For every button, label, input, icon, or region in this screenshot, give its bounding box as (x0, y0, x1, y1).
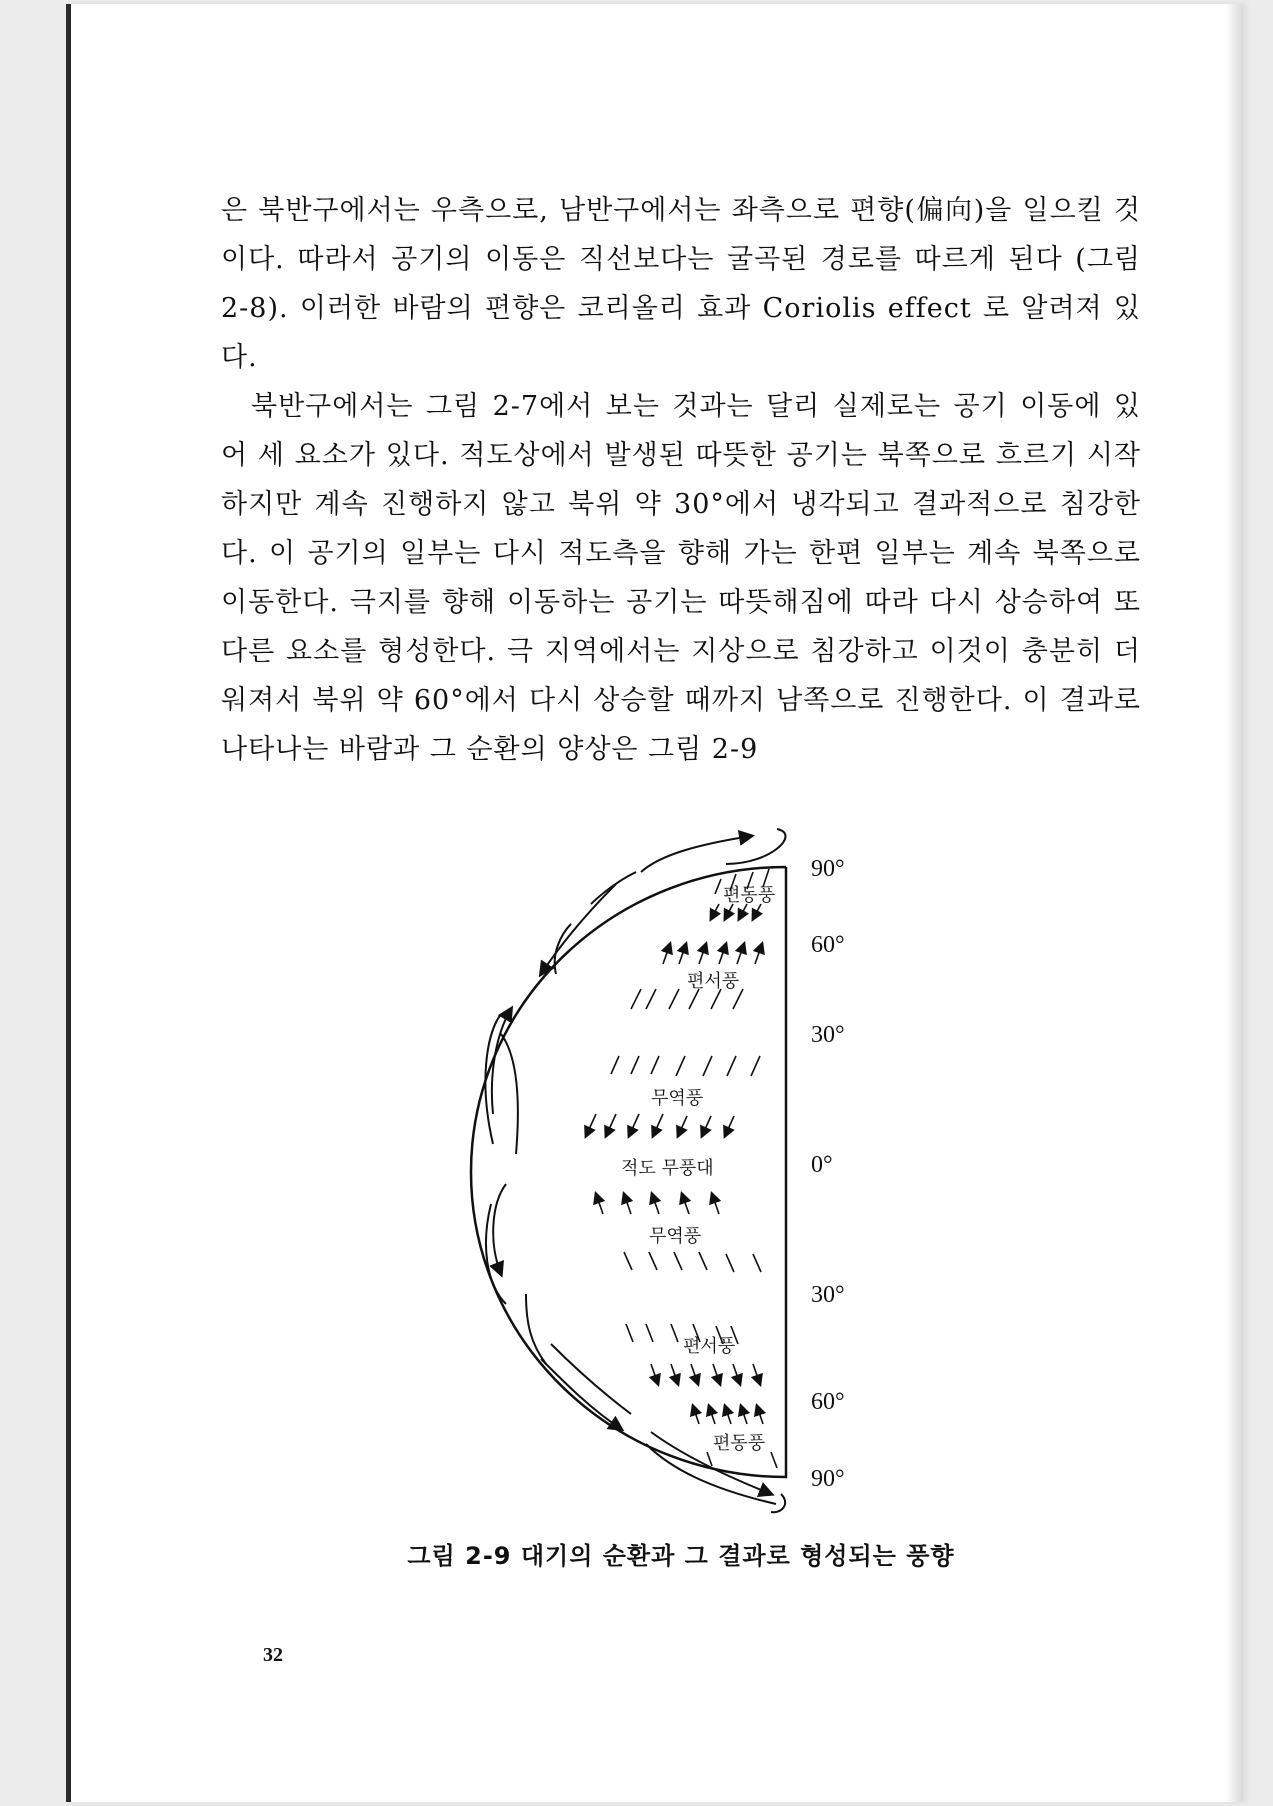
wind-circulation-diagram (471, 824, 991, 1524)
page-number: 32 (263, 1644, 283, 1666)
latitude-label-south-90: 90° (811, 1466, 845, 1492)
label-south-westerlies: 편서풍 (683, 1336, 736, 1357)
book-page (66, 4, 1243, 1802)
label-north-westerlies: 편서풍 (687, 971, 740, 992)
label-south-polar-easterlies: 편동풍 (713, 1433, 766, 1454)
paragraph-1: 은 북반구에서는 우측으로, 남반구에서는 좌측으로 편향(偏向)을 일으킬 것이다. 따라서 공기의 이동은 직선보다는 굴곡된 경로를 따르게 된다 (그림 2-8). 이러한 바람의 편향은 코리올리 효과 Coriolis effect 로 알려져 있다. (221, 195, 1141, 373)
latitude-label-north-30: 30° (811, 1022, 845, 1048)
latitude-label-north-60: 60° (811, 932, 845, 958)
figure-caption: 그림 2-9 대기의 순환과 그 결과로 형성되는 풍향 (407, 1542, 955, 1570)
latitude-label-south-60: 60° (811, 1389, 845, 1415)
latitude-label-equator: 0° (811, 1152, 833, 1178)
body-text (221, 186, 1141, 774)
figure-global-wind-circulation (471, 824, 991, 1524)
label-north-polar-easterlies: 편동풍 (723, 885, 776, 906)
label-doldrums: 적도 무풍대 (621, 1158, 714, 1179)
label-north-trade-winds: 무역풍 (651, 1088, 704, 1109)
latitude-label-north-90: 90° (811, 856, 845, 882)
page-edge-shading (1225, 4, 1243, 1802)
label-south-trade-winds: 무역풍 (649, 1226, 702, 1247)
paragraph-2: 북반구에서는 그림 2-7에서 보는 것과는 달리 실제로는 공기 이동에 있어 세 요소가 있다. 적도상에서 발생된 따뜻한 공기는 북쪽으로 흐르기 시작하지만 계속 진행하지 않고 북위 약 30°에서 냉각되고 결과적으로 침강한다. 이 공기의 일부는 다시 적도측을 향해 가는 한편 일부는 계속 북쪽으로 이동한다. 극지를 향해 이동하는 공기는 따뜻해짐에 따라 다시 상승하여 또 다른 요소를 형성한다. 극 지역에서는 지상으로 침강하고 이것이 충분히 더워져서 북위 약 60°에서 다시 상승할 때까지 남쪽으로 진행한다. 이 결과로 나타나는 바람과 그 순환의 양상은 그림 2-9 (221, 391, 1141, 765)
latitude-label-south-30: 30° (811, 1282, 845, 1308)
